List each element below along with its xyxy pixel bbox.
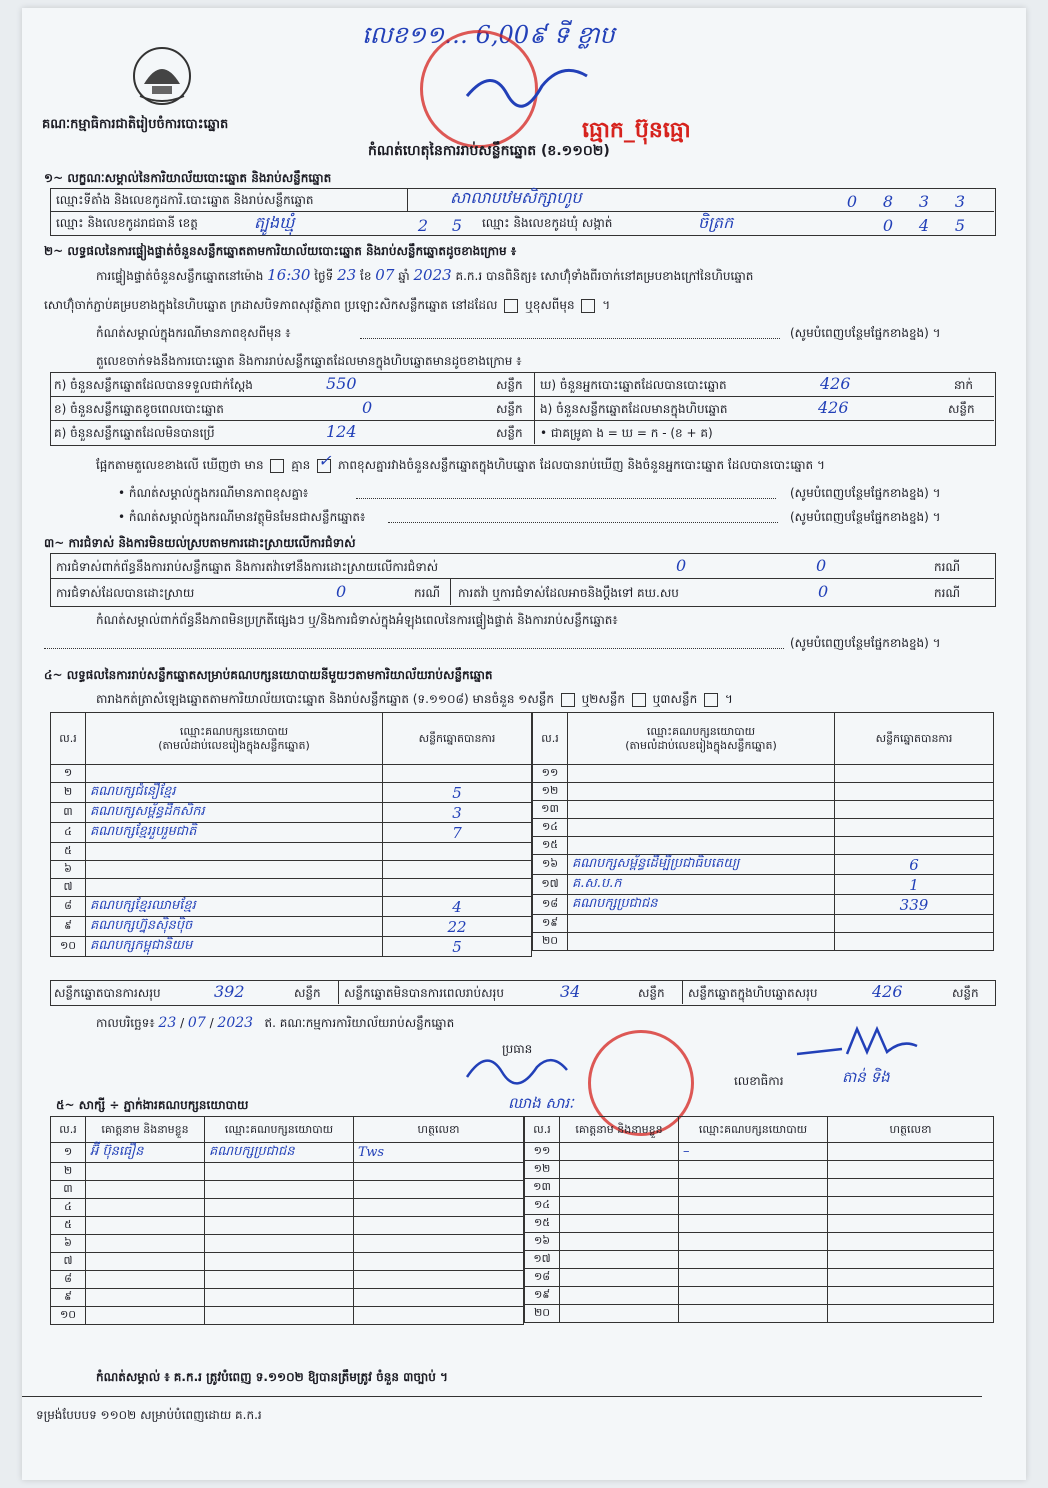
party-name xyxy=(86,765,383,783)
witness-name xyxy=(86,1235,205,1253)
party-name xyxy=(86,843,383,861)
col-party: ឈ្មោះគណបក្សនយោបាយ (តាមលំដាប់លេខរៀងក្នុងសន្លឹកឆ្នោត) xyxy=(568,713,835,765)
section5-title: ៥~ សាក្សី ÷ ភ្នាក់ងារគណបក្សនយោបាយ xyxy=(56,1098,249,1112)
no-difference-checkbox[interactable]: ✓ xyxy=(317,459,331,473)
party-name: គណបក្សប្រជាជន xyxy=(568,895,835,915)
witness-name xyxy=(560,1215,679,1233)
party-name xyxy=(568,837,835,855)
section1-title: ១~ លក្ខណៈសម្គាល់នៃការិយាល័យបោះឆ្នោត និងរាប់សន្លឹកឆ្នោត xyxy=(44,171,332,185)
row-number: ១០ xyxy=(51,937,86,957)
unit-label: សន្លឹក xyxy=(638,986,665,1000)
section2-title: ២~ លទ្ធផលនៃការផ្ទៀងផ្ទាត់ចំនួនសន្លឹកឆ្នោតតាមការិយាល័យបោះឆ្នោត និងរាប់សន្លឹកឆ្នោតដូចខាងក្រោម ៖ xyxy=(44,244,517,258)
witness-name xyxy=(86,1163,205,1181)
footer-note: កំណត់សម្គាល់ ៖ គ.ក.រ ត្រូវបំពេញ ទ.១១០២ ឱ្យបានត្រឹមត្រូវ ចំនួន ៣ច្បាប់ ។ xyxy=(96,1370,448,1384)
witness-party xyxy=(205,1253,354,1271)
voters-value: 426 xyxy=(820,374,851,393)
unit-label: សន្លឹក xyxy=(952,986,979,1000)
witness-signature xyxy=(828,1287,994,1305)
row-number: ១៤ xyxy=(533,819,568,837)
row-number: ១៨ xyxy=(533,895,568,915)
vote-count xyxy=(835,765,994,783)
row-number: ៤ xyxy=(51,1199,86,1217)
red-label: ធ្មោក_ប៊ុនធ្មោ xyxy=(582,118,691,143)
difference-note: • កំណត់សម្គាល់ក្នុងករណីមានភាពខុសគ្នា៖ xyxy=(118,486,309,500)
date-line: កាលបរិច្ឆេទ៖ 23 / 07 / 2023 ឥ. គណៈកម្មការការិយាល័យរាប់សន្លឹកឆ្នោត xyxy=(96,1015,455,1031)
witness-name: អ៊ី ប៊ុនធឿន xyxy=(86,1143,205,1163)
row-number: ៩ xyxy=(51,1289,86,1307)
committee-logo-icon xyxy=(130,44,194,108)
table-row xyxy=(51,783,532,803)
fill-note-1: (សូមបំពេញបន្ថែមផ្នែកខាងខ្នង) ។ xyxy=(790,326,941,340)
row-number: ៧ xyxy=(51,1253,86,1271)
appeal-label: ការតវ៉ា ឬការជំទាស់ដែលអាចនិងប្តឹងទៅ គឃ.សប xyxy=(458,586,679,600)
witness-signature xyxy=(828,1251,994,1269)
secretary-name: តាន់ ទិង xyxy=(842,1068,890,1086)
witness-name xyxy=(86,1289,205,1307)
table-row xyxy=(533,765,994,783)
row-number: ២ xyxy=(51,1163,86,1181)
table-row xyxy=(525,1197,994,1215)
witness-party: គណបក្សប្រជាជន xyxy=(205,1143,354,1163)
commune-code: 0 4 5 xyxy=(882,216,966,235)
irregularity-note: កំណត់សម្គាល់ពាក់ព័ន្ធនឹងភាពមិនប្រក្រតីផ្សេងៗ ឬ/និងការជំទាស់ក្នុងអំឡុងពេលនៃការផ្ទៀងផ្ទាត់ និងការរាប់សន្លឹកឆ្នោត៖ xyxy=(96,613,618,627)
row-number: ៥ xyxy=(51,1217,86,1235)
table-row xyxy=(51,897,532,917)
table-row xyxy=(51,1235,524,1253)
witness-party xyxy=(205,1271,354,1289)
vote-count xyxy=(383,765,532,783)
table-row xyxy=(51,1307,524,1325)
col-name: គោត្តនាម និងនាមខ្លួន xyxy=(560,1117,679,1143)
witness-name xyxy=(560,1179,679,1197)
witness-name xyxy=(86,1199,205,1217)
vote-count xyxy=(835,801,994,819)
in-box-label: ង) ចំនួនសន្លឹកឆ្នោតដែលមានក្នុងហិបឆ្នោត xyxy=(540,402,728,416)
vote-count: 5 xyxy=(383,937,532,957)
row-number: ១០ xyxy=(51,1307,86,1325)
party-name xyxy=(568,783,835,801)
witness-party xyxy=(679,1233,828,1251)
vote-count xyxy=(835,915,994,933)
vote-count: 5 xyxy=(383,783,532,803)
change-note-label: កំណត់សម្គាល់ក្នុងករណីមានភាពខុសពីមុន ៖ xyxy=(96,326,291,340)
row-number: ១៥ xyxy=(525,1215,560,1233)
table-row xyxy=(525,1251,994,1269)
row-number: ១៤ xyxy=(525,1197,560,1215)
case-unit: ករណី xyxy=(934,560,961,574)
table-row xyxy=(525,1215,994,1233)
verify-year: 2023 xyxy=(413,266,452,284)
valid-total-label: សន្លឹកឆ្នោតបានការសរុប xyxy=(54,986,161,1000)
witness-signature xyxy=(828,1305,994,1323)
table-row xyxy=(533,875,994,895)
witness-name xyxy=(560,1161,679,1179)
row-number: ១៩ xyxy=(533,915,568,933)
witness-name xyxy=(86,1271,205,1289)
witness-signature xyxy=(354,1253,524,1271)
same-checkbox[interactable] xyxy=(504,299,518,313)
vote-count xyxy=(835,819,994,837)
witness-name xyxy=(560,1197,679,1215)
box-total: 426 xyxy=(872,982,903,1001)
row-number: ១ xyxy=(51,1143,86,1163)
table-row xyxy=(51,1289,524,1307)
table-row xyxy=(525,1269,994,1287)
table-row xyxy=(51,861,532,879)
row-number: ១៩ xyxy=(525,1287,560,1305)
table-row xyxy=(51,1253,524,1271)
commune-value: ចិត្រក xyxy=(698,213,734,232)
col-no: ល.រ xyxy=(51,1117,86,1143)
col-party: ឈ្មោះគណបក្សនយោបាយ (តាមលំដាប់លេខរៀងក្នុងសន្លឹកឆ្នោត) xyxy=(86,713,383,765)
has-difference-checkbox[interactable] xyxy=(270,459,284,473)
witness-signature: Tws xyxy=(354,1143,524,1163)
vote-count: 6 xyxy=(835,855,994,875)
party-name: គណបក្សកម្ពុជានិយម xyxy=(86,937,383,957)
fill-note-3: (សូមបំពេញបន្ថែមផ្នែកខាងខ្នង) ។ xyxy=(790,510,941,524)
party-name xyxy=(568,819,835,837)
table-row xyxy=(525,1233,994,1251)
table-row xyxy=(51,1143,524,1163)
table-row xyxy=(525,1179,994,1197)
complaints-value-2: 0 xyxy=(816,556,827,575)
chair-signature xyxy=(462,1042,572,1096)
col-votes: សន្លឹកឆ្នោតបានការ xyxy=(383,713,532,765)
changed-checkbox[interactable] xyxy=(581,299,595,313)
party-name: គ.ស.ប.ក xyxy=(568,875,835,895)
witness-party xyxy=(205,1217,354,1235)
appeal-value: 0 xyxy=(818,582,829,601)
unit-label: សន្លឹក xyxy=(496,378,523,392)
form-title: កំណត់ហេតុនៃការរាប់សន្លឹកឆ្នោត (ខ.១១០២) xyxy=(368,143,610,159)
witness-signature xyxy=(354,1199,524,1217)
witness-party xyxy=(205,1289,354,1307)
witness-table-right xyxy=(524,1116,994,1323)
party-name: គណបក្សសម្ព័ន្ធដីកសិករ xyxy=(86,803,383,823)
table-row xyxy=(533,895,994,915)
form-page xyxy=(22,8,1026,1480)
figures-intro: តួលេខចាក់ទងនឹងការបោះឆ្នោត និងការរាប់សន្លឹកឆ្នោតដែលមានក្នុងហិបឆ្នោតមានដូចខាងក្រោម ៖ xyxy=(96,354,522,368)
site-code: 0 8 3 3 xyxy=(846,192,966,211)
party-name xyxy=(568,915,835,933)
table-row xyxy=(51,917,532,937)
committee-label: គណៈកម្មាធិការជាតិរៀបចំការបោះឆ្នោត xyxy=(42,117,229,132)
table-row xyxy=(533,855,994,875)
table-row xyxy=(51,1181,524,1199)
case-unit: ករណី xyxy=(414,586,441,600)
witness-party xyxy=(205,1199,354,1217)
vote-count: 4 xyxy=(383,897,532,917)
witness-party xyxy=(205,1235,354,1253)
one-sheet-checkbox[interactable] xyxy=(561,693,575,707)
unit-label: សន្លឹក xyxy=(496,426,523,440)
table-row xyxy=(525,1161,994,1179)
verify-day: 23 xyxy=(337,266,357,284)
witness-signature xyxy=(828,1161,994,1179)
vote-count xyxy=(835,783,994,801)
date-day: 23 xyxy=(158,1015,177,1031)
difference-line: ផ្អែកតាមតួលេខខាងលើ ឃើញថា មាន គ្មាន ✓ ភាពខុសគ្នារវាងចំនួនសន្លឹកឆ្នោតក្នុងហិបឆ្នោត ដែលបានរាប់ឃើញ និងចំនួនអ្នកបោះឆ្នោត ដែលបានបោះឆ្នោត ។ xyxy=(96,450,825,472)
witness-signature xyxy=(828,1197,994,1215)
row-number: ២ xyxy=(51,783,86,803)
col-sign: ហត្ថលេខា xyxy=(828,1117,994,1143)
invalid-total: 34 xyxy=(560,982,581,1001)
province-value: ត្បូងឃ្មុំ xyxy=(254,213,295,232)
witness-signature xyxy=(828,1215,994,1233)
valid-total: 392 xyxy=(214,982,245,1001)
chair-name: ឈាង សារៈ xyxy=(508,1094,574,1112)
resolved-value: 0 xyxy=(336,582,347,601)
table-row xyxy=(525,1287,994,1305)
witness-name xyxy=(560,1233,679,1251)
witness-signature xyxy=(828,1179,994,1197)
witness-party xyxy=(679,1251,828,1269)
row-number: ១៣ xyxy=(533,801,568,819)
secretary-signature xyxy=(792,1024,922,1068)
row-number: ៧ xyxy=(51,879,86,897)
row-number: ១៧ xyxy=(533,875,568,895)
totals-box xyxy=(50,980,996,1006)
case-unit: ករណី xyxy=(934,586,961,600)
party-name xyxy=(568,933,835,951)
party-name: គណបក្សខ្មែរឈាមខ្មែរ xyxy=(86,897,383,917)
table-row xyxy=(533,801,994,819)
vote-count: 1 xyxy=(835,875,994,895)
row-number: ២០ xyxy=(533,933,568,951)
spoiled-value: 0 xyxy=(362,398,373,417)
vote-count: 339 xyxy=(835,895,994,915)
chair-label: ប្រធាន xyxy=(502,1042,533,1056)
tally-sheet-line: តារាងកត់ត្រាសំឡេងឆ្នោតតាមការិយាល័យបោះឆ្នោត និងរាប់សន្លឹកឆ្នោត (ទ.១១០៨) មានចំនួន ១សន្លឹក ឬ២សន្លឹក ឬ៣សន្លឹក ។ xyxy=(96,692,733,706)
witness-party xyxy=(679,1179,828,1197)
party-name: គណបក្សសម្ព័ន្ធដើម្បីប្រជាធិបតេយ្យ xyxy=(568,855,835,875)
secretary-label: លេខាធិការ xyxy=(734,1074,784,1088)
table-row xyxy=(533,837,994,855)
vote-count xyxy=(383,843,532,861)
table-row xyxy=(51,823,532,843)
table-row xyxy=(525,1143,994,1161)
row-number: ២០ xyxy=(525,1305,560,1323)
results-table-left xyxy=(50,712,532,957)
witness-party xyxy=(679,1269,828,1287)
witness-party: – xyxy=(679,1143,828,1161)
row-number: ១៥ xyxy=(533,837,568,855)
vote-count xyxy=(383,861,532,879)
box-total-label: សន្លឹកឆ្នោតក្នុងហិបឆ្នោតសរុប xyxy=(688,986,818,1000)
unit-label: សន្លឹក xyxy=(294,986,321,1000)
table-row xyxy=(533,783,994,801)
unit-label: សន្លឹក xyxy=(496,402,523,416)
table-row xyxy=(51,879,532,897)
resolved-label: ការជំទាស់ដែលបានដោះស្រាយ xyxy=(56,586,195,600)
received-label: ក) ចំនួនសន្លឹកឆ្នោតដែលបានទទួលជាក់ស្តែង xyxy=(54,378,253,392)
verify-time: 16:30 xyxy=(267,266,311,284)
witness-signature xyxy=(354,1163,524,1181)
witness-party xyxy=(679,1215,828,1233)
table-row xyxy=(51,843,532,861)
unused-value: 124 xyxy=(326,422,357,441)
witness-party xyxy=(205,1307,354,1325)
witness-party xyxy=(679,1305,828,1323)
table-row xyxy=(533,819,994,837)
party-name: គណបក្សជំនឿខ្មែរ xyxy=(86,783,383,803)
in-box-value: 426 xyxy=(818,398,849,417)
invalid-total-label: សន្លឹកឆ្នោតមិនបានការពេលរាប់សរុប xyxy=(344,986,504,1000)
row-number: ១២ xyxy=(525,1161,560,1179)
col-no: ល.រ xyxy=(525,1117,560,1143)
row-number: ៥ xyxy=(51,843,86,861)
witness-signature xyxy=(354,1271,524,1289)
party-name xyxy=(568,801,835,819)
witness-name xyxy=(86,1253,205,1271)
col-votes: សន្លឹកឆ្នោតបានការ xyxy=(835,713,994,765)
witness-party xyxy=(205,1163,354,1181)
witness-signature xyxy=(354,1307,524,1325)
party-name xyxy=(86,861,383,879)
witness-signature xyxy=(828,1143,994,1161)
commune-label: ឈ្មោះ និងលេខកូដឃុំ សង្កាត់ xyxy=(482,216,613,230)
row-number: ៤ xyxy=(51,823,86,843)
col-name: គោត្តនាម និងនាមខ្លួន xyxy=(86,1117,205,1143)
vote-count xyxy=(835,837,994,855)
witness-name xyxy=(86,1181,205,1199)
fill-note-4: (សូមបំពេញបន្ថែមផ្នែកខាងខ្នង) ។ xyxy=(790,636,941,650)
row-number: ១៣ xyxy=(525,1179,560,1197)
vote-count: 22 xyxy=(383,917,532,937)
form-footer: ទម្រង់បែបបទ ១១០២ សម្រាប់បំពេញដោយ គ.ក.រ xyxy=(36,1408,262,1422)
unused-label: គ) ចំនួនសន្លឹកឆ្នោតដែលមិនបានប្រើ xyxy=(54,426,215,440)
formula: • ជាគម្រូគា ង = ឃ = ក - (ខ + គ) xyxy=(540,426,713,440)
table-row xyxy=(51,1199,524,1217)
row-number: ៦ xyxy=(51,1235,86,1253)
date-year: 2023 xyxy=(217,1015,254,1031)
witness-signature xyxy=(354,1235,524,1253)
top-signature xyxy=(462,56,592,120)
party-name: គណបក្សហ្វ៊ុនស៊ិនប៉ិច xyxy=(86,917,383,937)
witness-name xyxy=(560,1287,679,1305)
witness-signature xyxy=(354,1217,524,1235)
top-handwritten-note: លេខ១១… 6,00៩ ទី ខ្លាប xyxy=(362,21,615,49)
witness-party xyxy=(679,1197,828,1215)
party-name: គណបក្សខ្មែររួបរួមជាតិ xyxy=(86,823,383,843)
seal-line: សោហ៊ុំចាក់ភ្ជាប់គម្របខាងក្នុងនៃហិបឆ្នោត ក្រដាសបិទភាពសុវត្ថិភាព ប្រឡោះសិកសន្លឹកឆ្នោត នៅដដែល ឬខុសពីមុន ។ xyxy=(44,298,611,312)
party-name xyxy=(568,765,835,783)
complaints-label: ការជំទាស់ពាក់ព័ន្ធនឹងការរាប់សន្លឹកឆ្នោត និងការតវ៉ាទៅនឹងការដោះស្រាយលើការជំទាស់ xyxy=(56,560,439,574)
row-number: ៨ xyxy=(51,1271,86,1289)
table-row xyxy=(51,803,532,823)
witness-party xyxy=(679,1287,828,1305)
row-number: ៩ xyxy=(51,917,86,937)
verify-line: ការផ្ទៀងផ្ទាត់ចំនួនសន្លឹកឆ្នោតនៅម៉ោង 16:30 ថ្ងៃទី 23 ខែ 07 ឆ្នាំ 2023 គ.ក.រ បានពិនិត្យ៖ សោហ៊ុំទាំងពីរចាក់នៅគម្របខាងក្រៅនៃហិបឆ្នោត xyxy=(96,266,754,284)
table-row xyxy=(51,1163,524,1181)
voters-label: ឃ) ចំនួនអ្នកបោះឆ្នោតដែលបានបោះឆ្នោត xyxy=(540,378,727,392)
province-label: ឈ្មោះ និងលេខកូដរាជធានី ខេត្ត xyxy=(56,216,198,230)
row-number: ៦ xyxy=(51,861,86,879)
row-number: ៣ xyxy=(51,1181,86,1199)
witness-signature xyxy=(828,1233,994,1251)
row-number: ១៦ xyxy=(525,1233,560,1251)
witness-name xyxy=(560,1143,679,1161)
witness-signature xyxy=(354,1289,524,1307)
table-row xyxy=(525,1305,994,1323)
table-row xyxy=(533,933,994,951)
verify-month: 07 xyxy=(375,266,395,284)
foreign-object-note: • កំណត់សម្គាល់ក្នុងករណីមានវត្ថុមិនមែនជាសន្លឹកឆ្នោត៖ xyxy=(118,510,366,524)
vote-count xyxy=(835,933,994,951)
vote-count: 3 xyxy=(383,803,532,823)
row-number: ៣ xyxy=(51,803,86,823)
section4-title: ៤~ លទ្ធផលនៃការរាប់សន្លឹកឆ្នោតសម្រាប់គណបក្សនយោបាយនីមួយៗតាមការិយាល័យរាប់សន្លឹកឆ្នោត xyxy=(44,668,493,682)
province-code: 2 5 xyxy=(417,216,463,235)
two-sheet-checkbox[interactable] xyxy=(632,693,646,707)
witness-name xyxy=(86,1307,205,1325)
party-name xyxy=(86,879,383,897)
witness-signature xyxy=(828,1269,994,1287)
witness-party xyxy=(679,1161,828,1179)
table-row xyxy=(533,915,994,933)
witness-name xyxy=(560,1269,679,1287)
section3-title: ៣~ ការជំទាស់ និងការមិនយល់ស្របតាមការដោះស្រាយលើការជំទាស់ xyxy=(44,536,356,550)
site-name-label: ឈ្មោះទីតាំង និងលេខកូដការិ.បោះឆ្នោត និងរាប់សន្លឹកឆ្នោត xyxy=(56,193,314,207)
row-number: ១ xyxy=(51,765,86,783)
vote-count: 7 xyxy=(383,823,532,843)
spoiled-label: ខ) ចំនួនសន្លឹកឆ្នោតខូចពេលបោះឆ្នោត xyxy=(54,402,224,416)
witness-signature xyxy=(354,1181,524,1199)
table-row xyxy=(51,1271,524,1289)
vote-count xyxy=(383,879,532,897)
witness-party xyxy=(205,1181,354,1199)
col-sign: ហត្ថលេខា xyxy=(354,1117,524,1143)
witness-name xyxy=(86,1217,205,1235)
table-row xyxy=(51,937,532,957)
row-number: ១១ xyxy=(525,1143,560,1161)
row-number: ១៨ xyxy=(525,1269,560,1287)
table-row xyxy=(51,1217,524,1235)
unit-label: នាក់ xyxy=(954,378,974,392)
row-number: ៨ xyxy=(51,897,86,917)
col-party: ឈ្មោះគណបក្សនយោបាយ xyxy=(679,1117,828,1143)
three-sheet-checkbox[interactable] xyxy=(704,693,718,707)
row-number: ១១ xyxy=(533,765,568,783)
row-number: ១២ xyxy=(533,783,568,801)
row-number: ១៧ xyxy=(525,1251,560,1269)
row-number: ១៦ xyxy=(533,855,568,875)
witness-name xyxy=(560,1251,679,1269)
unit-label: សន្លឹក xyxy=(948,402,975,416)
table-row xyxy=(51,765,532,783)
site-name-value: សាលាបឋមសិក្សាហូប xyxy=(450,188,582,207)
col-no: ល.រ xyxy=(533,713,568,765)
col-party: ឈ្មោះគណបក្សនយោបាយ xyxy=(205,1117,354,1143)
col-no: ល.រ xyxy=(51,713,86,765)
complaints-value-1: 0 xyxy=(676,556,687,575)
fill-note-2: (សូមបំពេញបន្ថែមផ្នែកខាងខ្នង) ។ xyxy=(790,486,941,500)
received-value: 550 xyxy=(326,374,357,393)
date-month: 07 xyxy=(187,1015,206,1031)
results-table-right xyxy=(532,712,994,951)
witness-name xyxy=(560,1305,679,1323)
witness-table-left xyxy=(50,1116,524,1325)
